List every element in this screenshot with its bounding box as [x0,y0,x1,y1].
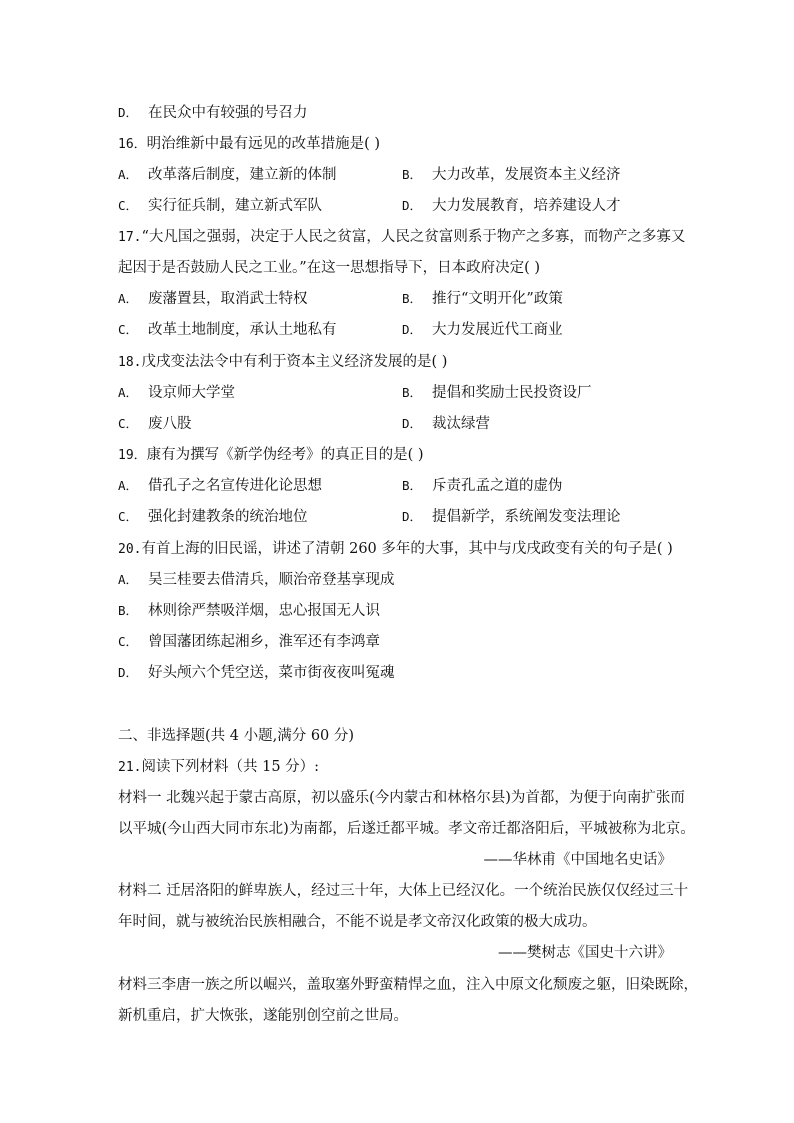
q16-option-c: C． 实行征兵制，建立新式军队 [118,198,322,214]
q19-option-a: A． 借孔子之名宣传进化论思想 [118,478,322,494]
q19-option-c: C． 强化封建教条的统治地位 [118,509,308,525]
q17-option-a: A． 废藩置县，取消武士特权 [118,291,308,307]
q21-material2-line2: 年时间，就与被统治民族相融合，不能不说是孝文帝汉化政策的极大成功。 [118,914,597,930]
q18-option-a: A． 设京师大学堂 [118,385,235,401]
q17-stem-line2: 起因于是否鼓励人民之工业。”在这一思想指导下，日本政府决定( ) [118,260,541,276]
q20-option-c: C． 曾国藩团练起湘乡，淮军还有李鸿章 [118,634,380,650]
q16-stem: 16．明治维新中最有远见的改革措施是( ) [118,136,381,152]
q20-option-d: D． 好头颅六个凭空送，菜市街夜夜叫冤魂 [118,665,395,681]
q18-stem: 18.戊戌变法法令中有利于资本主义经济发展的是( ) [118,354,448,370]
q20-stem: 20.有首上海的旧民谣，讲述了清朝 260 多年的大事，其中与戊戌政变有关的句子是( ) [118,541,673,557]
q18-option-c: C． 废八股 [118,416,192,432]
q17-option-b: B． 推行“文明开化”政策 [402,291,563,307]
section2-heading: 二、非选择题(共 4 小题,满分 60 分) [118,728,355,744]
q21-material3-line1: 材料三李唐一族之所以崛兴，盖取塞外野蛮精悍之血，注入中原文化颓废之躯，旧染既除， [118,977,698,993]
q15-option-d: D． 在民众中有较强的号召力 [118,105,308,121]
q21-material1-source: ——华林甫《中国地名史话》 [483,852,672,868]
q18-option-b: B． 提倡和奖励士民投资设厂 [402,385,592,401]
q20-option-a: A． 吴三桂要去借清兵，顺治帝登基享现成 [118,572,395,588]
q18-option-d: D． 裁汰绿营 [402,416,490,432]
q21-material2-line1: 材料二 迁居洛阳的鲜卑族人，经过三十年，大体上已经汉化。一个统治民族仅仅经过三十 [118,883,689,899]
q21-stem: 21.阅读下列材料（共 15 分）: [118,759,320,775]
q17-stem-line1: 17.“大凡国之强弱，决定于人民之贫富，人民之贫富则系于物产之多寡，而物产之多寡又 [118,229,686,245]
q17-option-d: D． 大力发展近代工商业 [402,322,563,338]
q16-option-a: A． 改革落后制度，建立新的体制 [118,167,337,183]
q21-material2-source: ——樊树志《国史十六讲》 [498,945,672,961]
q19-option-b: B． 斥责孔孟之道的虚伪 [402,478,563,494]
q19-stem: 19．康有为撰写《新学伪经考》的真正目的是( ) [118,447,424,463]
q16-option-b: B． 大力改革，发展资本主义经济 [402,167,621,183]
q17-option-c: C． 改革土地制度，承认土地私有 [118,322,337,338]
q21-material1-line1: 材料一 北魏兴起于蒙古高原，初以盛乐(今内蒙古和林格尔县)为首都，为便于向南扩张而 [118,790,685,806]
q21-material1-line2: 以平城(今山西大同市东北)为南都，后遂迁都平城。孝文帝迁都洛阳后，平城被称为北京。 [118,821,695,837]
q19-option-d: D． 提倡新学，系统阐发变法理论 [402,509,621,525]
q16-option-d: D． 大力发展教育，培养建设人才 [402,198,621,214]
q20-option-b: B． 林则徐严禁吸洋烟，忠心报国无人识 [118,603,380,619]
q21-material3-line2: 新机重启，扩大恢张，遂能别创空前之世局。 [118,1008,408,1024]
